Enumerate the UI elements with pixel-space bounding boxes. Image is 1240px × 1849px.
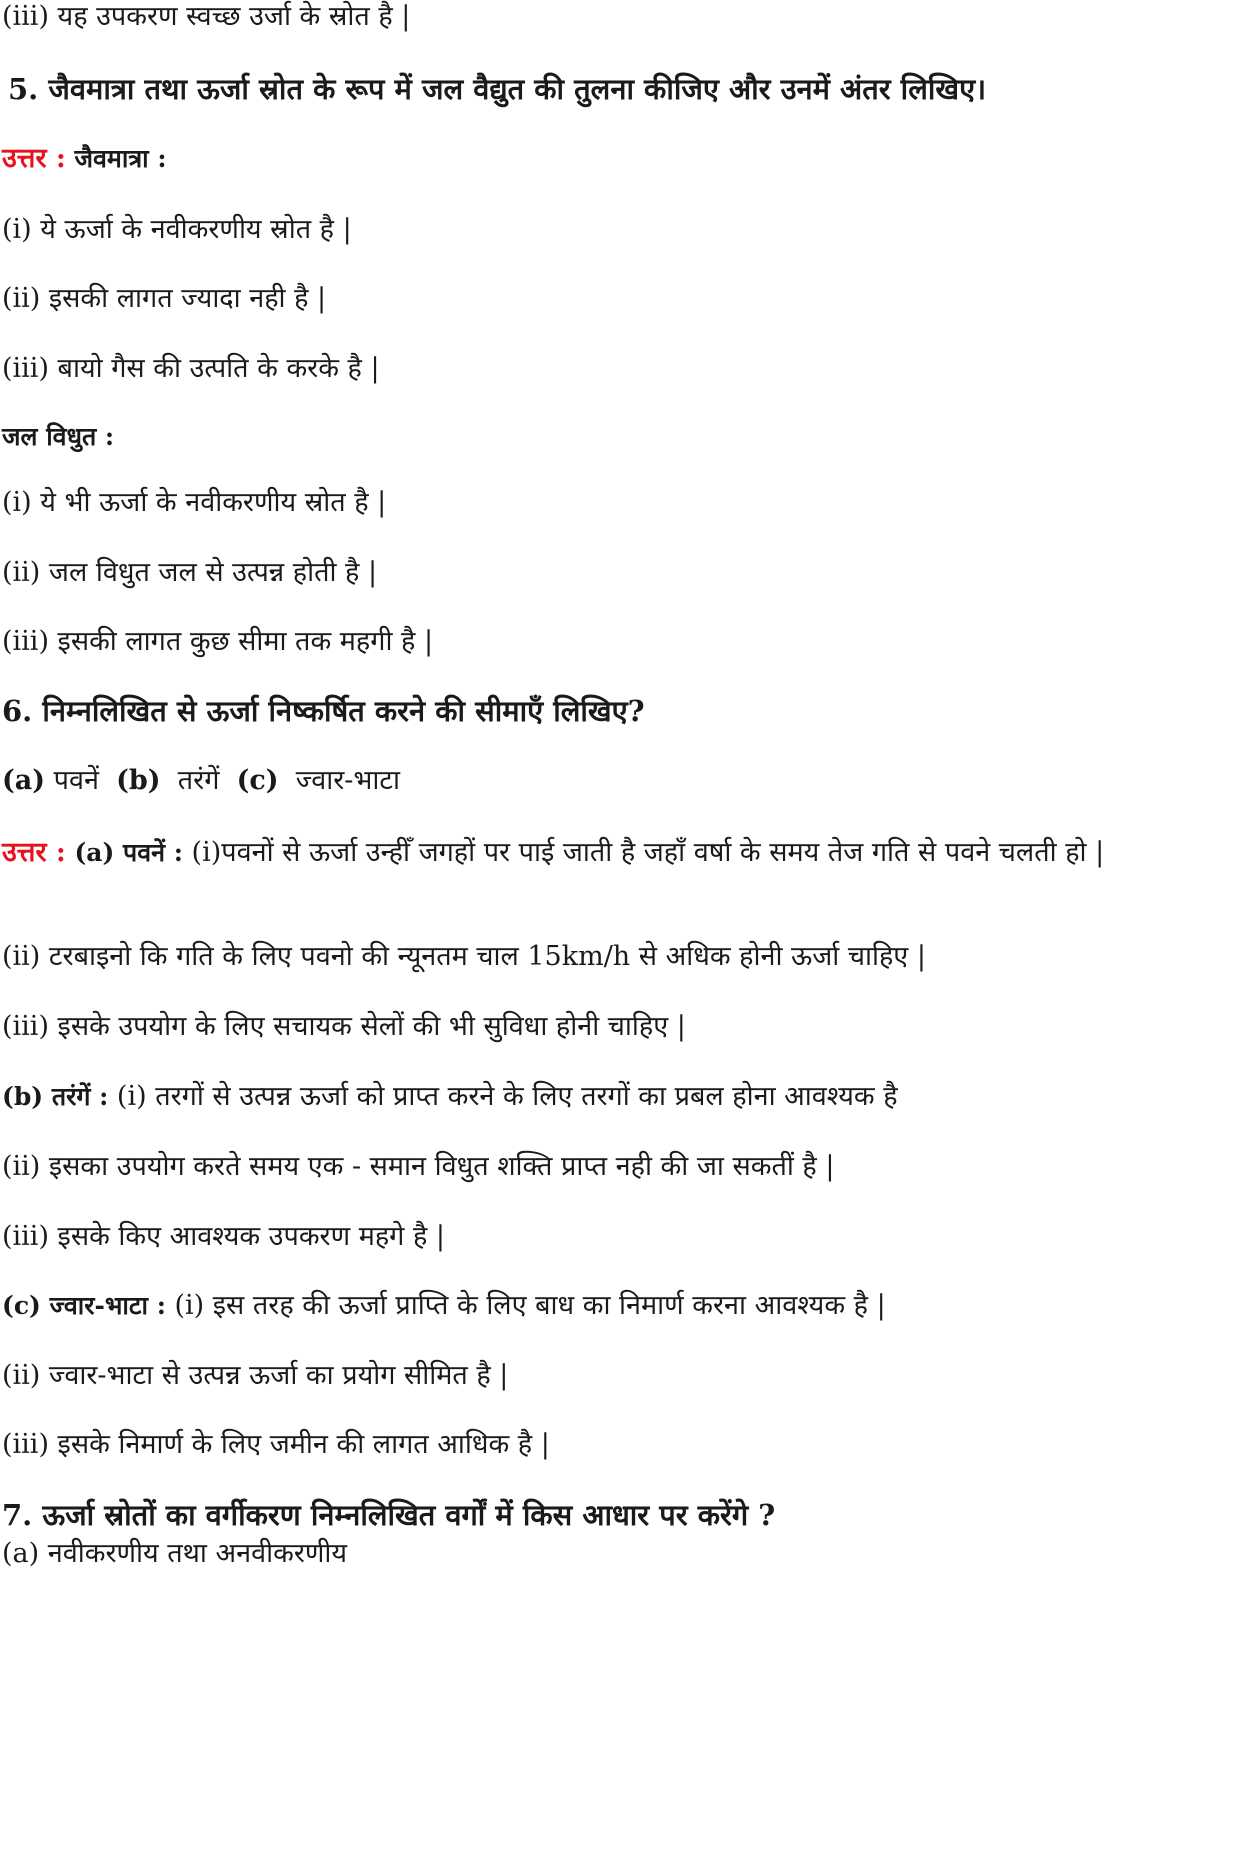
question-6-options xyxy=(2,764,400,798)
option-a-label: (a) xyxy=(2,765,46,796)
option-c-label: (c) xyxy=(236,765,279,796)
tides-point-2: (ii) ज्वार-भाटा से उत्पन्न ऊर्जा का प्रयोग सीमित है | xyxy=(2,1360,509,1391)
waves-point-2: (ii) इसका उपयोग करते समय एक - समान विधुत शक्ति प्राप्त नही की जा सकतीं है | xyxy=(2,1151,835,1182)
tides-point-3: (iii) इसके निमार्ण के लिए जमीन की लागत आधिक है | xyxy=(2,1429,550,1460)
wind-point-2: (ii) टरबाइनो कि गति के लिए पवनो की न्यूनतम चाल 15km/h से अधिक होनी ऊर्जा चाहिए | xyxy=(2,941,926,972)
tides-line-1 xyxy=(2,1289,886,1323)
biomass-point-1: (i) ये ऊर्जा के नवीकरणीय स्रोत है | xyxy=(2,214,352,245)
waves-heading: (b) तरंगें : xyxy=(2,1082,109,1111)
question-7-option-a: (a) नवीकरणीय तथा अनवीकरणीय xyxy=(2,1538,348,1569)
waves-point-1: (i) तरगों से उत्पन्न ऊर्जा को प्राप्त करने के लिए तरगों का प्रबल होना आवश्यक है xyxy=(116,1081,898,1112)
option-c-text: ज्वार-भाटा xyxy=(295,765,400,796)
biomass-point-3: (iii) बायो गैस की उत्पति के करके है | xyxy=(2,353,380,384)
tides-point-1: (i) इस तरह की ऊर्जा प्राप्ति के लिए बाध का निमार्ण करना आवश्यक है | xyxy=(174,1290,886,1321)
answer-5-heading xyxy=(2,142,167,176)
text-line-iii-clean-energy: (iii) यह उपकरण स्वच्छ उर्जा के स्रोत है | xyxy=(2,1,411,32)
wind-heading: (a) पवनें : xyxy=(74,838,183,867)
biomass-heading: जैवमात्रा : xyxy=(74,144,167,173)
hydro-point-1: (i) ये भी ऊर्जा के नवीकरणीय स्रोत है | xyxy=(2,487,387,518)
waves-point-3: (iii) इसके किए आवश्यक उपकरण महगे है | xyxy=(2,1221,445,1252)
hydro-point-3: (iii) इसकी लागत कुछ सीमा तक महगी है | xyxy=(2,626,434,657)
tides-heading: (c) ज्वार-भाटा : xyxy=(2,1291,166,1320)
waves-line-1 xyxy=(2,1080,898,1114)
option-b-label: (b) xyxy=(116,765,161,796)
answer-6-wind xyxy=(2,831,1232,875)
option-b-text: तरंगें xyxy=(177,765,220,796)
hydro-heading: जल विधुत : xyxy=(2,422,115,451)
wind-point-3: (iii) इसके उपयोग के लिए सचायक सेलों की भी सुविधा होनी चाहिए | xyxy=(2,1011,686,1042)
wind-point-1: (i)पवनों से ऊर्जा उन्हीँ जगहों पर पाई जाती है जहाँ वर्षा के समय तेज गति से पवने चलती हो | xyxy=(191,837,1105,868)
question-6: 6. निम्नलिखित से ऊर्जा निष्कर्षित करने की सीमाएँ लिखिए? xyxy=(2,694,645,728)
question-5: 5. जैवमात्रा तथा ऊर्जा स्रोत के रूप में जल वैद्युत की तुलना कीजिए और उनमें अंतर लिखिए। xyxy=(8,72,987,106)
answer-label: उत्तर : xyxy=(2,143,66,174)
hydro-point-2: (ii) जल विधुत जल से उत्पन्न होती है | xyxy=(2,557,378,588)
option-a-text: पवनें xyxy=(53,765,99,796)
biomass-point-2: (ii) इसकी लागत ज्यादा नही है | xyxy=(2,283,327,314)
answer-label: उत्तर : xyxy=(2,837,66,868)
question-7: 7. ऊर्जा स्रोतों का वर्गीकरण निम्नलिखित वर्गों में किस आधार पर करेंगे ? xyxy=(2,1498,776,1532)
